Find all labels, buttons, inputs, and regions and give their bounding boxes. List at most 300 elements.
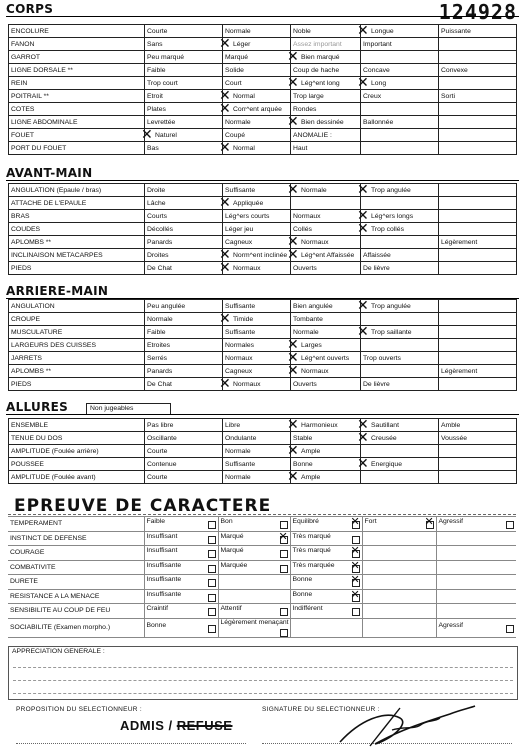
option-cell[interactable] [223,116,291,129]
option-text: Ondulante [225,434,257,442]
option-text: Sorti [441,92,455,100]
checkbox[interactable] [208,521,216,529]
table-row [9,326,517,339]
option-cell[interactable] [145,184,223,197]
option-cell[interactable] [439,210,517,223]
option-cell[interactable] [223,471,291,484]
option-text: Voussée [441,434,468,442]
option-cell[interactable] [287,336,361,352]
option-cell[interactable] [145,365,223,378]
option-cell[interactable] [223,64,291,77]
row-label: SOCIABILITE (Examen morpho.) [8,618,144,637]
option-cell[interactable] [439,419,517,432]
option-cell[interactable] [223,365,291,378]
option-cell[interactable] [357,323,439,339]
option-text: Ample [301,447,321,455]
option-cell[interactable] [145,90,223,103]
table-row [9,77,517,90]
option-cell[interactable] [439,262,517,275]
option-cell [144,560,218,575]
option-text: Haut [293,144,308,152]
option-cell[interactable] [439,103,517,116]
table-row [9,64,517,77]
option-cell[interactable] [287,468,361,484]
check-mark-icon: ✕ [219,35,231,51]
option-cell[interactable] [361,378,439,391]
option-cell [290,517,362,532]
option-cell[interactable] [439,64,517,77]
checkbox[interactable] [208,565,216,573]
option-cell[interactable] [145,25,223,38]
option-text: Normaux [233,264,261,272]
option-text: Léger jeu [225,225,254,233]
caractere-title: EPREUVE DE CARACTERE [14,496,272,516]
option-text: Bas [147,144,159,152]
handwritten-signature [330,700,480,750]
option-cell[interactable] [439,300,517,313]
option-cell [218,531,290,546]
option-cell[interactable] [223,458,291,471]
option-text: Courte [147,27,168,35]
option-text: Insuffisante [146,576,182,584]
option-cell[interactable] [291,142,361,155]
option-cell[interactable] [223,236,291,249]
checkbox[interactable] [280,608,288,616]
table-row [9,129,517,142]
option-cell[interactable] [291,300,361,313]
table-row [9,471,517,484]
option-cell[interactable] [145,236,223,249]
option-cell[interactable] [439,77,517,90]
checkbox[interactable] [506,625,514,633]
checkbox[interactable] [208,579,216,587]
option-cell[interactable] [287,74,361,90]
check-mark-icon: ✕ [287,349,299,365]
table-row [9,236,517,249]
option-cell [290,560,362,575]
option-text: Trop large [293,92,324,100]
row-label: REIN [9,77,145,90]
option-cell[interactable] [357,429,439,445]
option-cell[interactable] [361,129,439,142]
option-cell[interactable] [439,38,517,51]
option-text: De Chat [147,264,172,272]
option-cell[interactable] [357,74,439,90]
option-cell[interactable] [439,236,517,249]
option-cell[interactable] [439,142,517,155]
option-text: Suffisante [225,328,256,336]
option-cell[interactable] [291,432,361,445]
checkbox[interactable] [280,565,288,573]
option-text: Timide [233,315,254,323]
check-mark-icon: ✕ [287,336,299,352]
proposition-label: PROPOSITION DU SELECTIONNEUR : [16,706,143,713]
option-text: Energique [371,460,402,468]
option-cell[interactable] [219,194,291,210]
table-row [9,90,517,103]
option-cell[interactable] [439,197,517,210]
section-rule [6,16,519,17]
row-label: ENSEMBLE [9,419,145,432]
dashed-line [13,693,513,694]
option-text: Lâche [147,199,166,207]
option-cell[interactable] [145,64,223,77]
option-text: Léger [233,40,251,48]
row-label: BRAS [9,210,145,223]
option-cell[interactable] [439,129,517,142]
option-text: Etroit [147,92,163,100]
check-mark-icon: ✕ [219,100,231,116]
row-label: JARRETS [9,352,145,365]
option-cell[interactable] [291,38,361,51]
option-cell[interactable] [361,365,439,378]
section-title-corps: CORPS [6,2,54,16]
option-cell[interactable] [145,38,223,51]
checkbox[interactable] [352,536,360,544]
checkbox[interactable] [208,536,216,544]
option-cell[interactable] [439,51,517,64]
title-rule [8,514,516,515]
option-cell[interactable] [145,262,223,275]
option-cell[interactable] [287,48,361,64]
table-row [9,419,517,432]
row-label: COURAGE [8,546,144,561]
checkbox[interactable] [352,565,360,573]
option-cell[interactable] [291,458,361,471]
option-cell[interactable] [439,90,517,103]
option-cell[interactable] [145,197,223,210]
table-row [9,432,517,445]
option-text: Ouverts [293,264,317,272]
option-text: Fort [364,518,377,526]
option-cell[interactable] [223,51,291,64]
option-cell[interactable] [219,259,291,275]
checkbox[interactable] [352,608,360,616]
option-cell[interactable] [145,223,223,236]
table-row [9,103,517,116]
option-cell[interactable] [361,64,439,77]
option-text: Normale [225,473,251,481]
option-text: Noble [293,27,311,35]
non-jugeables-label: Non jugeables [90,405,134,412]
option-text: Très marqué [292,532,331,540]
proposition-line [16,743,246,744]
checkbox[interactable] [208,594,216,602]
option-cell[interactable] [291,103,361,116]
option-cell[interactable] [287,233,361,249]
option-cell[interactable] [223,77,291,90]
option-cell[interactable] [357,207,439,223]
checkbox[interactable] [280,536,288,544]
option-text: Insuffisante [146,590,182,598]
check-mark-icon: ✕ [219,246,231,262]
checkbox[interactable] [208,550,216,558]
option-cell[interactable] [145,378,223,391]
table-row [9,300,517,313]
option-text: Levrettée [147,118,176,126]
option-text: Normale [225,447,251,455]
check-mark-icon: ✕ [357,22,369,38]
option-cell[interactable] [291,378,361,391]
check-mark-icon: ✕ [357,181,369,197]
option-text: Bonne [292,576,313,584]
section-title-arriere-main: ARRIERE-MAIN [6,284,109,298]
option-text: Courte [147,473,168,481]
option-cell[interactable] [361,339,439,352]
check-mark-icon: ✕ [219,375,231,391]
option-cell[interactable] [145,210,223,223]
option-cell[interactable] [439,184,517,197]
table-row [9,249,517,262]
option-cell[interactable] [219,375,291,391]
option-text: Normal [233,92,255,100]
option-cell[interactable] [145,432,223,445]
option-cell[interactable] [145,339,223,352]
option-cell[interactable] [145,352,223,365]
row-label: PIEDS [9,262,145,275]
option-cell[interactable] [439,458,517,471]
option-cell[interactable] [145,471,223,484]
option-cell[interactable] [439,471,517,484]
option-cell [218,575,290,590]
row-label: MUSCULATURE [9,326,145,339]
option-cell[interactable] [361,90,439,103]
option-cell[interactable] [145,103,223,116]
option-cell[interactable] [439,432,517,445]
checkbox[interactable] [208,625,216,633]
option-cell[interactable] [145,419,223,432]
option-cell[interactable] [287,113,361,129]
option-cell[interactable] [291,210,361,223]
option-cell[interactable] [361,445,439,458]
option-cell[interactable] [287,246,361,262]
option-cell[interactable] [291,197,361,210]
row-label: FOUET [9,129,145,142]
option-cell[interactable] [291,25,361,38]
option-cell[interactable] [145,313,223,326]
option-cell[interactable] [357,297,439,313]
option-text: Insuffisante [146,561,182,569]
option-cell[interactable] [439,313,517,326]
option-cell[interactable] [223,445,291,458]
table-row [9,313,517,326]
option-cell [436,560,516,575]
option-cell [144,517,218,532]
option-cell[interactable] [219,310,291,326]
option-cell[interactable] [223,129,291,142]
option-text: Creux [363,92,382,100]
option-cell[interactable] [361,142,439,155]
decision-admis: ADMIS / [120,718,173,733]
option-cell[interactable] [145,77,223,90]
option-text: Légèrement [441,367,478,375]
option-cell[interactable] [439,116,517,129]
option-text: Stable [293,434,313,442]
option-cell[interactable] [291,326,361,339]
option-cell[interactable] [287,349,361,365]
option-text: Important [363,40,392,48]
option-cell[interactable] [145,445,223,458]
check-mark-icon: ✕ [357,416,369,432]
option-cell[interactable] [361,471,439,484]
option-cell[interactable] [439,249,517,262]
option-cell[interactable] [223,352,291,365]
option-cell[interactable] [361,249,439,262]
row-label: ATTACHE DE L'EPAULE [9,197,145,210]
option-cell[interactable] [223,326,291,339]
option-cell[interactable] [223,223,291,236]
dashed-line [13,680,513,681]
option-cell [290,531,362,546]
option-text: Panards [147,238,173,246]
row-label: TEMPERAMENT [8,517,144,532]
option-text: Assez important [293,40,342,48]
checkbox[interactable] [208,608,216,616]
option-cell [218,618,290,637]
option-cell[interactable] [145,326,223,339]
option-cell[interactable] [287,362,361,378]
checkbox[interactable] [352,521,360,529]
option-text: Naturel [155,131,177,139]
option-cell[interactable] [439,352,517,365]
option-cell[interactable] [287,442,361,458]
option-cell[interactable] [223,210,291,223]
option-text: Affaissée [363,251,391,259]
appreciation-box[interactable] [8,646,518,700]
option-cell[interactable] [219,139,291,155]
arriere-main-table [8,299,517,391]
option-text: Larges [301,341,322,349]
option-cell [436,546,516,561]
row-label: COUDES [9,223,145,236]
checkbox[interactable] [352,579,360,587]
option-text: Convexe [441,66,468,74]
checkbox[interactable] [280,521,288,529]
option-cell[interactable] [357,220,439,236]
option-cell [218,560,290,575]
option-cell[interactable] [361,116,439,129]
option-cell[interactable] [145,300,223,313]
option-text: Normale [225,27,251,35]
option-cell[interactable] [361,352,439,365]
option-cell[interactable] [439,326,517,339]
option-cell[interactable] [223,432,291,445]
option-cell[interactable] [361,313,439,326]
option-text: Longue [371,27,394,35]
option-text: Faible [146,518,166,526]
check-mark-icon: ✕ [357,297,369,313]
option-cell[interactable] [439,445,517,458]
option-cell[interactable] [219,246,291,262]
row-label: LIGNE DORSALE ** [9,64,145,77]
option-cell[interactable] [219,35,291,51]
checkbox[interactable] [352,550,360,558]
option-cell[interactable] [361,103,439,116]
option-text: Agressif [438,518,464,526]
option-cell[interactable] [361,38,439,51]
option-cell[interactable] [439,365,517,378]
option-cell[interactable] [291,90,361,103]
option-cell[interactable] [287,416,361,432]
option-cell[interactable] [145,116,223,129]
option-text: Sautillant [371,421,399,429]
option-cell[interactable] [145,142,223,155]
option-cell[interactable] [219,100,291,116]
option-cell[interactable] [357,455,439,471]
option-cell[interactable] [361,197,439,210]
option-cell[interactable] [223,339,291,352]
option-cell[interactable] [291,129,361,142]
option-cell[interactable] [291,223,361,236]
option-cell[interactable] [291,313,361,326]
row-label: AMPLITUDE (Foulée avant) [9,471,145,484]
option-text: Indifférent [292,605,323,613]
check-mark-icon: ✕ [141,126,153,142]
option-text: Normaux [301,367,329,375]
row-label: COMBATIVITE [8,560,144,575]
option-cell[interactable] [223,184,291,197]
row-label: APLOMBS ** [9,365,145,378]
row-label: FANON [9,38,145,51]
option-cell[interactable] [291,262,361,275]
option-cell[interactable] [357,181,439,197]
option-cell [144,546,218,561]
table-row [8,560,516,575]
option-text: Attentif [220,605,242,613]
table-row [9,116,517,129]
option-cell[interactable] [361,51,439,64]
option-cell[interactable] [357,416,439,432]
option-cell[interactable] [145,458,223,471]
option-cell [144,618,218,637]
option-cell[interactable] [357,22,439,38]
checkbox[interactable] [280,629,288,637]
option-cell [144,575,218,590]
option-cell[interactable] [141,126,223,142]
option-text: Amble [441,421,461,429]
checkbox[interactable] [352,594,360,602]
option-text: Libre [225,421,241,429]
section-title-avant-main: AVANT-MAIN [6,166,93,180]
option-cell[interactable] [223,300,291,313]
decision [120,718,232,733]
option-cell[interactable] [145,249,223,262]
option-cell[interactable] [361,262,439,275]
option-cell[interactable] [291,64,361,77]
check-mark-icon: ✕ [357,429,369,445]
option-text: Insuffisant [146,532,178,540]
checkbox[interactable] [280,550,288,558]
checkbox[interactable] [426,521,434,529]
option-cell[interactable] [439,378,517,391]
option-cell[interactable] [223,419,291,432]
option-cell[interactable] [361,236,439,249]
option-cell[interactable] [439,223,517,236]
checkbox[interactable] [506,521,514,529]
option-cell[interactable] [145,51,223,64]
option-cell[interactable] [219,87,291,103]
option-text: Tombante [293,315,323,323]
option-cell[interactable] [439,339,517,352]
option-cell[interactable] [223,25,291,38]
option-text: Marquée [220,561,248,569]
option-text: Bien dessinée [301,118,344,126]
table-row [9,458,517,471]
option-cell[interactable] [439,25,517,38]
option-cell[interactable] [287,181,361,197]
option-text: Etroites [147,341,171,349]
option-text: Coup de hache [293,66,340,74]
